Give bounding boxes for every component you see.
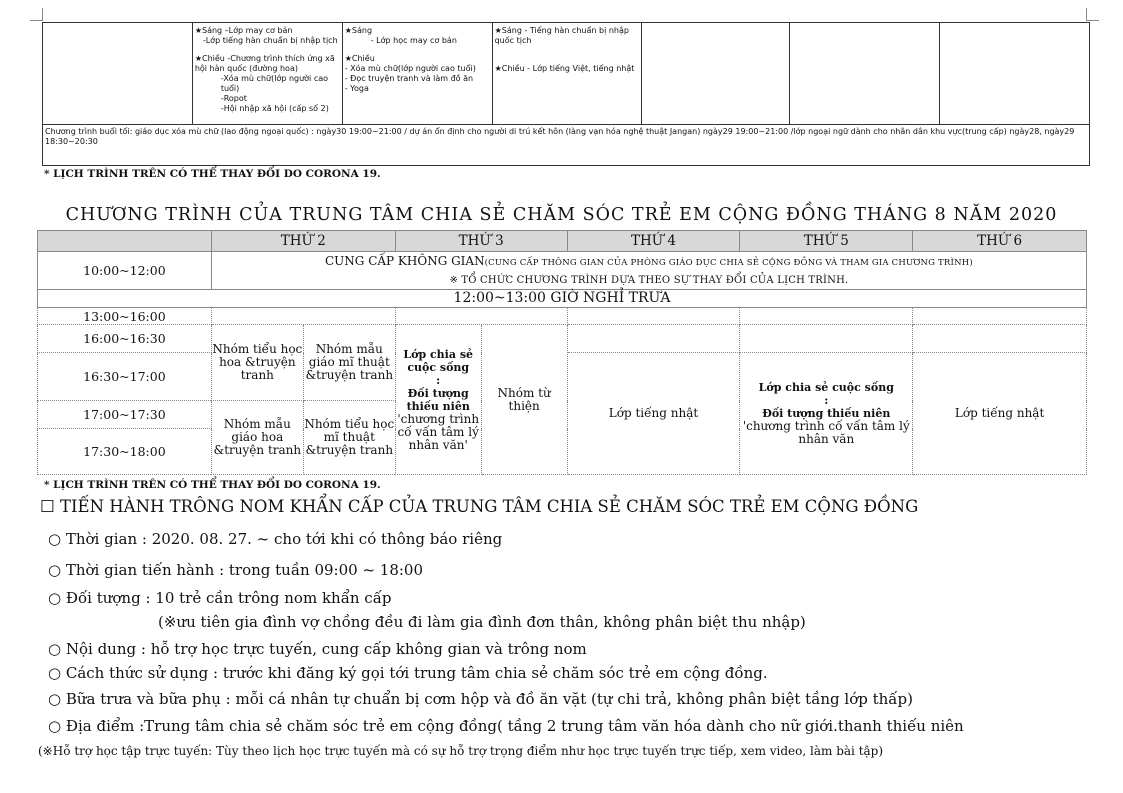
class-description: 'chương trình cố vấn tâm lý nhân văn	[742, 419, 910, 446]
corona-notice: * LỊCH TRÌNH TRÊN CÓ THỂ THAY ĐỔI DO CORONA 19.	[44, 168, 381, 180]
time-slot: 16:30~17:00	[38, 353, 212, 401]
day-header: THỨ 6	[913, 231, 1087, 252]
info-item: ○ Thời gian tiến hành : trong tuần 09:00 ~ 18:00	[48, 561, 424, 579]
evening-program-note: Chương trình buổi tối: giáo dục xóa mù chữ (lao động ngoại quốc) : ngày30 19:00~21:00 / dự án ổn định cho người di trú kết hôn (làng vạn hóa nghệ thuật Jangan) ngày29 19:00~21:00 /lớp ngoại ngữ dành cho nhân dân khu vực(trung cấp) ngày28, ngày29 18:30~20:30	[43, 125, 1090, 166]
corner-header	[38, 231, 212, 252]
table-cell	[567, 325, 740, 353]
info-item: ○ Bữa trưa và bữa phụ : mỗi cá nhân tự chuẩn bị cơm hộp và đồ ăn vặt (tự chi trả, không phân biệt tầng lớp thấp)	[48, 690, 913, 708]
class-cell: Nhóm từ thiện	[481, 325, 567, 475]
program-line: ★Sáng –Lớp may cơ bản	[194, 26, 293, 35]
table-cell	[642, 23, 790, 125]
class-cell: Nhóm tiểu học hoa &truyện tranh	[211, 325, 303, 401]
class-cell: Lớp tiếng nhật	[913, 353, 1087, 475]
table-cell	[342, 23, 492, 125]
class-description: 'chương trình cố vấn tâm lý nhân văn'	[397, 411, 480, 452]
program-line: - Đọc truyện tranh và làm đồ ăn	[344, 74, 474, 83]
table-cell	[211, 308, 395, 325]
day-header: THỨ 3	[395, 231, 567, 252]
program-line: ★Sáng	[344, 26, 373, 35]
day-header: THỨ 4	[567, 231, 740, 252]
morning-line: CUNG CẤP KHÔNG GIAN	[325, 253, 485, 268]
program-line: ★Chiều - Lớp tiếng Việt, tiếng nhật	[494, 64, 635, 73]
day-header: THỨ 2	[211, 231, 395, 252]
program-line: - Lớp học may cơ bản	[370, 36, 457, 45]
info-item: ○ Nội dung : hỗ trợ học trực tuyến, cung cấp không gian và trông nom	[48, 640, 587, 658]
table-cell	[940, 23, 1090, 125]
time-slot: 17:30~18:00	[38, 429, 212, 475]
table-cell	[740, 325, 913, 353]
program-line: ★Sáng - Tiếng hàn chuẩn bị nhập quốc tịch	[494, 26, 629, 45]
info-item-note: (※ưu tiên gia đình vợ chồng đều đi làm gia đình đơn thân, không phân biệt thu nhập)	[158, 613, 806, 631]
class-target: Đối tượng thiếu niên	[406, 386, 470, 413]
info-item: ○ Địa điểm :Trung tâm chia sẻ chăm sóc trẻ em cộng đồng( tầng 2 trung tâm văn hóa dành cho nữ giới.thanh thiếu niên	[48, 717, 964, 735]
class-cell: Nhóm mẫu giáo mĩ thuật &truyện tranh	[303, 325, 395, 401]
program-line: ★Chiều	[344, 54, 375, 63]
program-line: -Lớp tiếng hàn chuẩn bị nhập tịch	[202, 36, 338, 45]
page-corner-mark	[1086, 8, 1099, 21]
schedule-table	[37, 230, 1087, 475]
class-title: Lớp chia sẻ cuộc sống	[403, 347, 474, 374]
page-corner-mark	[30, 8, 43, 21]
class-target: Đối tượng thiếu niên	[762, 407, 891, 420]
time-slot: 10:00~12:00	[38, 252, 212, 290]
program-line: -Xóa mù chữ(lớp người cao tuổi)	[220, 74, 329, 93]
class-title: Lớp chia sẻ cuộc sống	[758, 381, 894, 394]
day-header: THỨ 5	[740, 231, 913, 252]
table-cell	[913, 308, 1087, 325]
class-colon: :	[824, 394, 829, 407]
corona-notice: * LỊCH TRÌNH TRÊN CÓ THỂ THAY ĐỔI DO CORONA 19.	[44, 479, 381, 491]
class-colon: :	[436, 373, 441, 387]
weekly-program-table	[42, 22, 1090, 166]
table-cell	[913, 325, 1087, 353]
class-cell	[395, 325, 481, 475]
program-line: - Xóa mù chữ(lớp người cao tuổi)	[344, 64, 476, 73]
table-cell	[567, 308, 740, 325]
class-cell: Nhóm tiểu học mĩ thuật &truyện tranh	[303, 401, 395, 475]
footnote: (※Hỗ trợ học tập trực tuyến: Tùy theo lịch học trực tuyến mà có sự hỗ trợ trọng điểm như học trực tuyến trực tiếp, xem video, làm bài tập)	[38, 744, 884, 758]
class-cell: Lớp tiếng nhật	[567, 353, 740, 475]
program-line: - Yoga	[344, 84, 369, 93]
time-slot: 16:00~16:30	[38, 325, 212, 353]
class-cell	[740, 353, 913, 475]
info-item: ○ Cách thức sử dụng : trước khi đăng ký gọi tới trung tâm chia sẻ chăm sóc trẻ em cộng đồng.	[48, 664, 768, 682]
morning-cell	[211, 252, 1086, 290]
table-cell	[192, 23, 342, 125]
info-item: ○ Thời gian : 2020. 08. 27. ~ cho tới khi có thông báo riêng	[48, 530, 503, 548]
table-cell	[740, 308, 913, 325]
time-slot: 13:00~16:00	[38, 308, 212, 325]
page-title: CHƯƠNG TRÌNH CỦA TRUNG TÂM CHIA SẺ CHĂM SÓC TRẺ EM CỘNG ĐỒNG THÁNG 8 NĂM 2020	[65, 205, 1058, 225]
section-title: ☐ TIẾN HÀNH TRÔNG NOM KHẨN CẤP CỦA TRUNG TÂM CHIA SẺ CHĂM SÓC TRẺ EM CỘNG ĐỒNG	[40, 497, 919, 516]
table-cell	[43, 23, 193, 125]
program-line: -Ropot	[220, 94, 247, 103]
program-line: ★Chiều -Chương trình thích ứng xã hội hàn quốc (đường hoa)	[194, 54, 335, 73]
time-slot: 17:00~17:30	[38, 401, 212, 429]
info-item: ○ Đối tượng : 10 trẻ cần trông nom khẩn cấp	[48, 589, 392, 607]
table-cell	[492, 23, 642, 125]
lunch-break: 12:00~13:00 GIỜ NGHỈ TRƯA	[38, 290, 1087, 308]
program-line: -Hội nhập xã hội (cấp số 2)	[220, 104, 329, 113]
table-cell	[790, 23, 940, 125]
class-cell: Nhóm mẫu giáo hoa &truyện tranh	[211, 401, 303, 475]
morning-line-detail: (CUNG CẤP THÔNG GIAN CỦA PHÒNG GIÁO DỤC CHIA SẺ CỘNG ĐỒNG VÀ THAM GIA CHƯƠNG TRÌNH)	[484, 257, 973, 268]
table-cell	[395, 308, 567, 325]
morning-line: ※ TỔ CHỨC CHƯƠNG TRÌNH DỰA THEO SỰ THAY ĐỔI CỦA LỊCH TRÌNH.	[449, 274, 849, 286]
